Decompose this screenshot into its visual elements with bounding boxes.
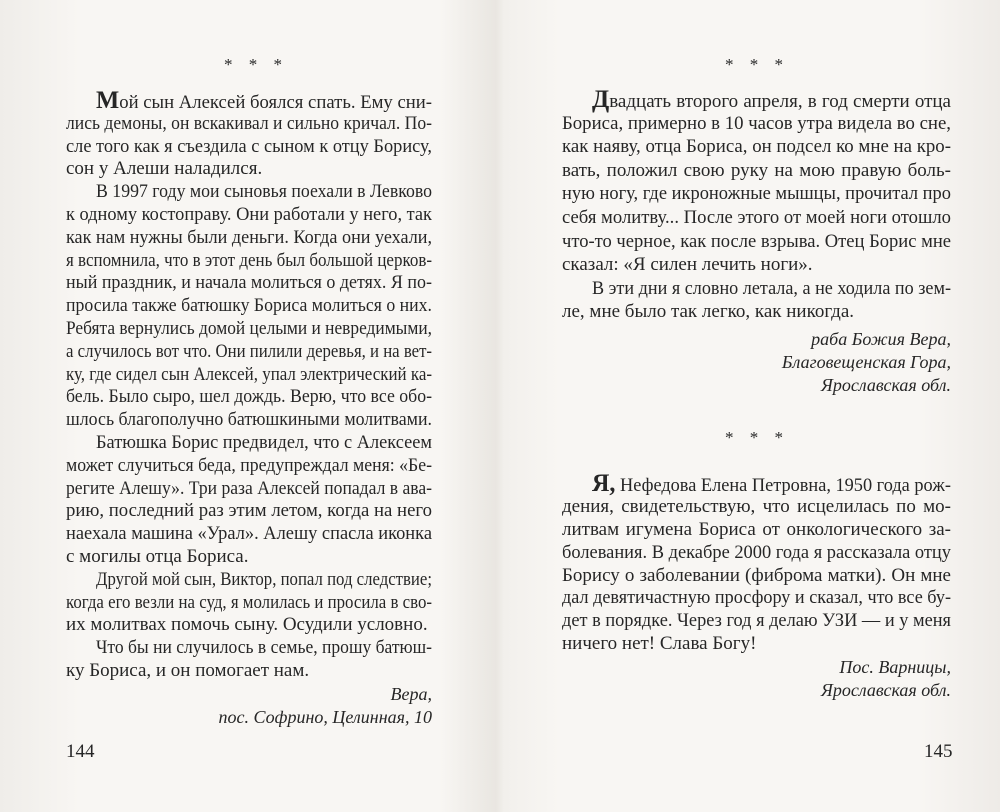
line-text: Нефедова Елена Петровна, 1950 года рож-: [615, 475, 951, 496]
line-text: сле того как я съездила с сыном к отцу Борису,: [66, 135, 432, 157]
line-text: ный праздник, и начала молиться о детях. Я по-: [66, 272, 432, 294]
ornament-stars: * * *: [224, 55, 288, 74]
text-line: [66, 455, 432, 478]
text-line: [66, 386, 432, 409]
text-line: [562, 470, 951, 497]
line-text: к одному костоправу. Они работали у него, так: [66, 203, 432, 225]
line-text: Бориса, примерно в 10 часов утра видела во сне,: [562, 112, 951, 134]
text-line: [562, 277, 951, 301]
line-text: В 1997 году мои сыновья поехали в Левково: [96, 181, 432, 203]
signature-line: Пос. Варницы,: [839, 657, 951, 677]
line-text: Другой мой сын, Виктор, попал под следствие;: [96, 568, 432, 590]
line-text: дет в порядке. Через год я делаю УЗИ — и у меня: [562, 610, 951, 632]
text-line: [66, 364, 432, 387]
line-text: ничего нет! Слава Богу!: [562, 633, 757, 655]
ornament-stars: * * *: [725, 55, 789, 74]
line-text: их молитвах помочь сыну. Осудили условно.: [66, 614, 428, 636]
line-text: ную ногу, где икроножные мышцы, прочитал про: [562, 183, 951, 205]
line-text: а случилось вот что. Они пилили деревья, и на вет-: [66, 340, 432, 362]
line-text: литвам игумена Бориса от онкологического за-: [562, 518, 951, 540]
paragraph: [562, 88, 951, 277]
line-text: что-то черное, как после взрыва. Отец Борис мне: [562, 230, 951, 252]
signature-line: Ярославская обл.: [820, 680, 951, 700]
line-text: шлось благополучно батюшкиными молитвами.: [66, 409, 432, 431]
text-line: [66, 614, 432, 637]
paragraph: [562, 277, 951, 324]
text-line: [66, 660, 432, 683]
text-line: [562, 519, 951, 542]
text-line: [66, 409, 432, 432]
line-text: бель. Было сыро, шел дождь. Верю, что все обо-: [66, 386, 432, 408]
paragraph: [66, 637, 432, 683]
line-text: просила также батюшку Бориса молиться о них.: [66, 295, 432, 317]
text-line: [66, 250, 432, 273]
text-line: [562, 587, 951, 610]
line-text: Борису о заболевании (фиброма матки). Он мне: [562, 564, 951, 586]
line-text: как нам нужны были деньги. Когда они уехали,: [66, 226, 432, 248]
line-text: как наяву, отца Бориса, он подсел ко мне на кро-: [562, 136, 951, 158]
signature: [821, 656, 951, 702]
text-line: [66, 87, 433, 114]
drop-initial: М: [96, 87, 120, 114]
line-text: дал девятичастную просфору и сказал, что все бу-: [562, 587, 951, 609]
line-text: болевания. В декабре 2000 года я рассказала отцу: [562, 541, 951, 563]
text-line: [66, 592, 432, 615]
line-text: ку, где сидел сын Алексей, упал электрический ка-: [66, 363, 432, 385]
line-text: вадцать второго апреля, в год смерти отца: [609, 91, 951, 112]
text-line: [66, 295, 432, 318]
text-block: [562, 470, 951, 656]
text-line: [562, 206, 951, 230]
line-text: ой сын Алексей боялся спать. Ему сни-: [119, 92, 433, 113]
text-line: [66, 546, 432, 569]
signature-line: Вера,: [390, 684, 432, 704]
text-line: [562, 159, 951, 183]
line-text: с могилы отца Бориса.: [66, 545, 249, 567]
text-line: [66, 318, 432, 341]
line-text: сказал: «Я силен лечить ноги».: [562, 254, 813, 276]
page-number-right: 145: [924, 741, 953, 762]
text-line: [66, 227, 432, 250]
line-text: себя молитву... После этого от моей ноги отошло: [562, 206, 951, 228]
text-line: [66, 204, 432, 227]
text-line: [66, 181, 432, 204]
text-block: [66, 87, 433, 683]
line-text: ку Бориса, и он помогает нам.: [66, 659, 310, 681]
text-line: [562, 610, 951, 633]
text-block: [562, 88, 951, 324]
text-line: [66, 136, 432, 159]
line-text: лись демоны, он вскакивал и сильно кричал. По-: [66, 112, 432, 134]
text-line: [66, 432, 432, 455]
line-text: дения, свидетельствую, что исцелилась по мо-: [562, 495, 951, 517]
signature-line: пос. Софрино, Целинная, 10: [218, 707, 432, 727]
text-line: [562, 253, 951, 277]
text-line: [562, 633, 951, 656]
line-text: Что бы ни случилось в семье, прошу батюш-: [96, 637, 432, 659]
text-line: [66, 272, 432, 295]
text-line: [66, 523, 432, 546]
text-line: [562, 496, 951, 519]
line-text: я вспомнила, что в этот день был большой церков-: [66, 249, 432, 271]
text-line: [66, 113, 432, 136]
line-text: В эти дни я словно летала, а не ходила по зем-: [592, 277, 951, 299]
line-text: сон у Алеши наладился.: [66, 158, 263, 180]
line-text: может случиться беда, предупреждал меня: «Бе-: [66, 454, 432, 476]
page-number-left: 144: [66, 741, 95, 762]
drop-initial: Д: [592, 86, 610, 113]
text-line: [562, 565, 951, 588]
text-line: [562, 300, 951, 324]
text-line: [562, 112, 951, 136]
text-line: [66, 500, 432, 523]
paragraph: [66, 569, 432, 637]
line-text: Батюшка Борис предвидел, что с Алексеем: [96, 431, 432, 453]
signature-line: Благовещенская Гора,: [781, 352, 951, 372]
paragraph: [562, 470, 951, 656]
text-line: [562, 135, 951, 159]
text-line: [562, 182, 951, 206]
line-text: Ребята вернулись домой целыми и невредимыми,: [66, 317, 432, 339]
signature-line: раба Божия Вера,: [811, 329, 951, 349]
paragraph: [66, 432, 432, 569]
text-line: [66, 637, 432, 660]
text-line: [66, 478, 432, 501]
line-text: наехала машина «Урал». Алешу спасла иконка: [66, 523, 432, 545]
line-text: вать, положил свою руку на мою правую боль-: [562, 159, 951, 181]
line-text: регите Алешу». Три раза Алексей попадал в ава-: [66, 477, 432, 499]
text-line: [562, 88, 951, 112]
text-line: [66, 341, 432, 364]
signature: [782, 328, 951, 397]
text-line: [66, 158, 432, 181]
signature: [219, 683, 432, 729]
line-text: когда его везли на суд, я молилась и просила в сво-: [66, 591, 432, 613]
text-line: [562, 542, 951, 565]
line-text: ле, мне было так легко, как никогда.: [562, 301, 855, 323]
ornament-stars: * * *: [725, 428, 789, 447]
drop-initial: Я,: [592, 470, 616, 497]
text-line: [562, 230, 951, 254]
paragraph: [66, 181, 432, 432]
paragraph: [66, 87, 433, 181]
line-text: рию, последний раз этим летом, когда на него: [66, 500, 432, 522]
signature-line: Ярославская обл.: [820, 375, 951, 395]
text-line: [66, 569, 432, 592]
